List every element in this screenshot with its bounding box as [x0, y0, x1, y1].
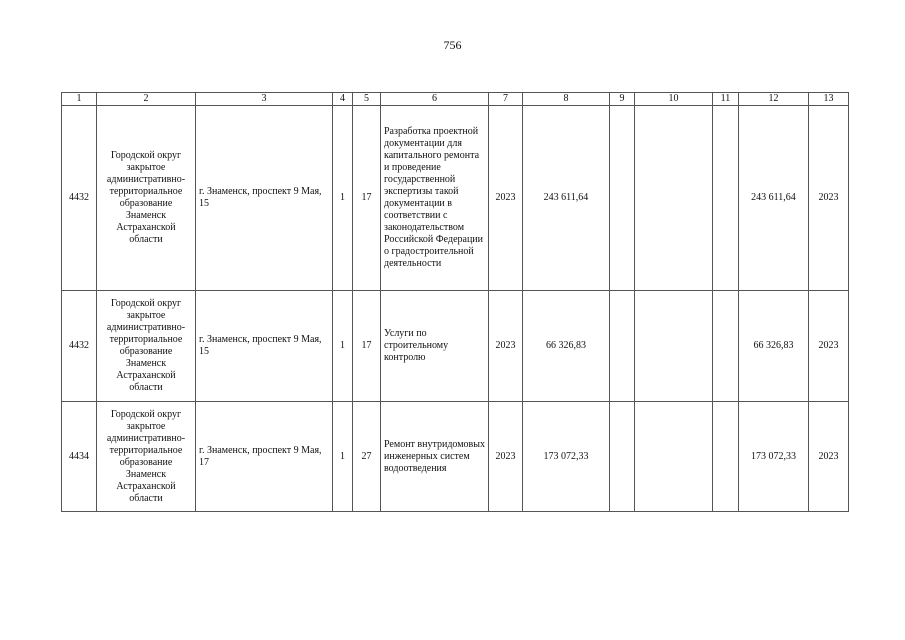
cell-municipality: Городской округ закрытое административно-территориальное образование Знаменск Астраханской области [97, 291, 196, 402]
cell-9 [610, 402, 635, 512]
cell-11 [713, 291, 739, 402]
cell-address: г. Знаменск, проспект 9 Мая, 17 [196, 402, 333, 512]
cell-5: 27 [353, 402, 381, 512]
table-row [62, 291, 849, 402]
cell-year: 2023 [489, 402, 523, 512]
cell-9 [610, 291, 635, 402]
cell-10 [635, 106, 713, 291]
cell-year: 2023 [489, 291, 523, 402]
header-cell: 8 [523, 93, 610, 106]
header-cell: 2 [97, 93, 196, 106]
cell-9 [610, 106, 635, 291]
cell-11 [713, 106, 739, 291]
data-table [61, 92, 849, 512]
cell-work-type: Услуги по строительному контролю [381, 291, 489, 402]
cell-id: 4432 [62, 106, 97, 291]
header-cell: 10 [635, 93, 713, 106]
cell-municipality: Городской округ закрытое административно-территориальное образование Знаменск Астраханской области [97, 106, 196, 291]
cell-id: 4432 [62, 291, 97, 402]
header-cell: 6 [381, 93, 489, 106]
cell-address: г. Знаменск, проспект 9 Мая, 15 [196, 291, 333, 402]
cell-5: 17 [353, 291, 381, 402]
cell-amount: 66 326,83 [523, 291, 610, 402]
cell-amount: 173 072,33 [523, 402, 610, 512]
cell-year-13: 2023 [809, 106, 849, 291]
header-cell: 11 [713, 93, 739, 106]
header-row [62, 93, 849, 106]
cell-address: г. Знаменск, проспект 9 Мая, 15 [196, 106, 333, 291]
header-cell: 3 [196, 93, 333, 106]
cell-4: 1 [333, 106, 353, 291]
header-cell: 4 [333, 93, 353, 106]
header-cell: 9 [610, 93, 635, 106]
header-cell: 12 [739, 93, 809, 106]
cell-id: 4434 [62, 402, 97, 512]
header-cell: 13 [809, 93, 849, 106]
cell-amount-12: 173 072,33 [739, 402, 809, 512]
table-row [62, 402, 849, 512]
cell-work-type: Разработка проектной документации для капитального ремонта и проведение государственной экспертизы такой документации в соответствии с законодательством Российской Федерации о градостроительной деятельности [381, 106, 489, 291]
page-number: 756 [443, 38, 462, 52]
table-row [62, 106, 849, 291]
cell-4: 1 [333, 402, 353, 512]
cell-amount-12: 66 326,83 [739, 291, 809, 402]
cell-year-13: 2023 [809, 291, 849, 402]
cell-work-type: Ремонт внутридомовых инженерных систем водоотведения [381, 402, 489, 512]
header-cell: 5 [353, 93, 381, 106]
cell-year-13: 2023 [809, 402, 849, 512]
cell-amount: 243 611,64 [523, 106, 610, 291]
header-cell: 7 [489, 93, 523, 106]
cell-10 [635, 402, 713, 512]
cell-5: 17 [353, 106, 381, 291]
cell-4: 1 [333, 291, 353, 402]
cell-10 [635, 291, 713, 402]
cell-municipality: Городской округ закрытое административно-территориальное образование Знаменск Астраханской области [97, 402, 196, 512]
cell-amount-12: 243 611,64 [739, 106, 809, 291]
cell-year: 2023 [489, 106, 523, 291]
header-cell: 1 [62, 93, 97, 106]
cell-11 [713, 402, 739, 512]
